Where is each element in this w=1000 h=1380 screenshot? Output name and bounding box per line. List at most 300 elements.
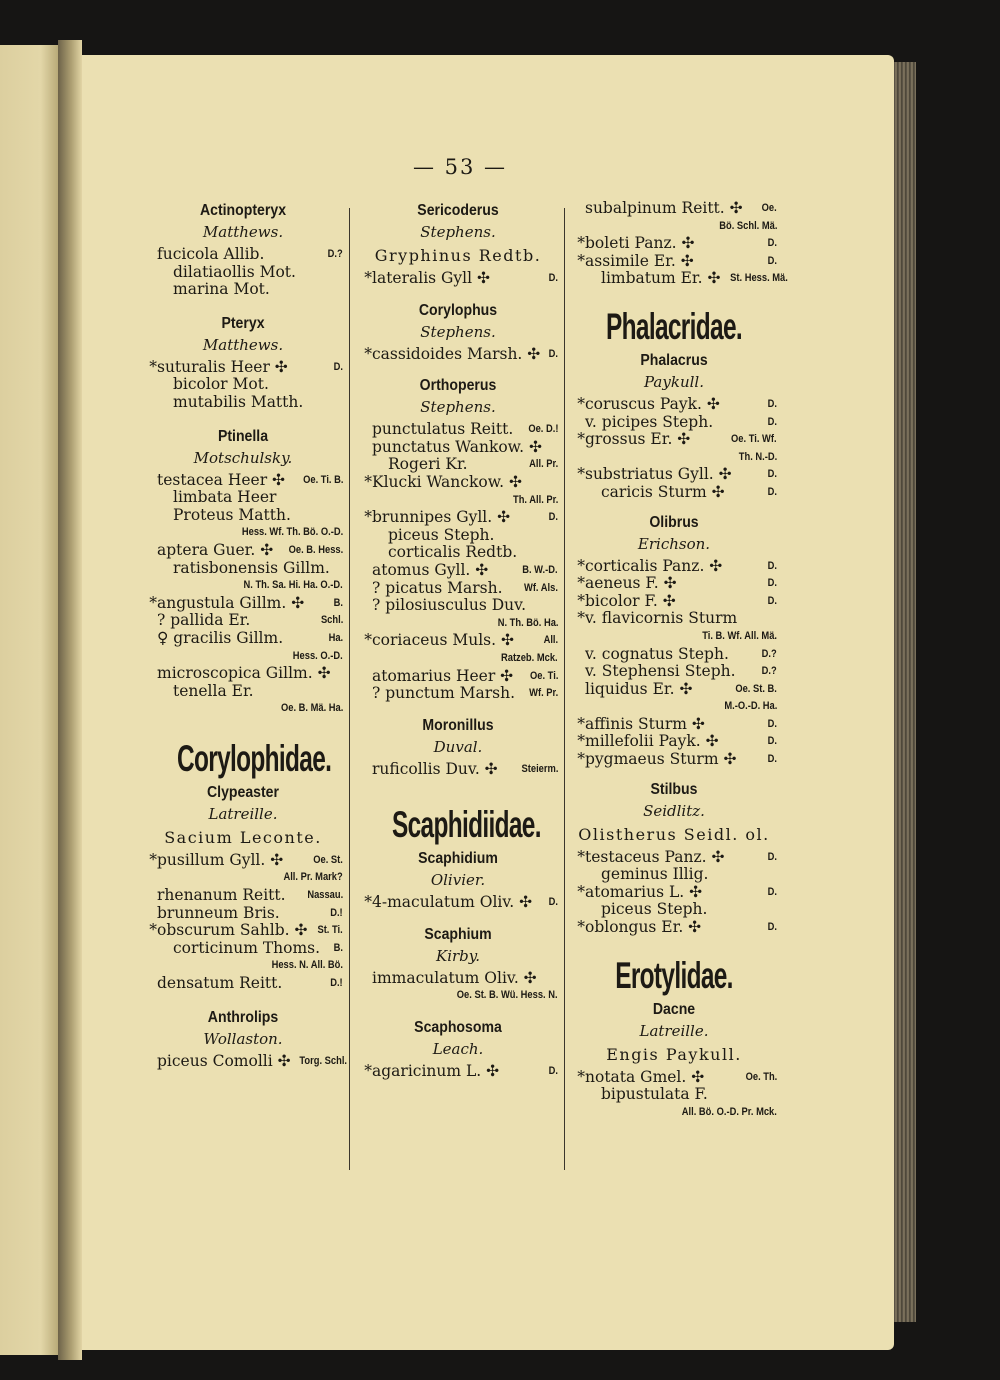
distribution-code: D.? [761, 647, 777, 660]
indigenous-marker [358, 970, 372, 988]
genus-heading: Sericoderus [417, 202, 499, 219]
spacer [571, 288, 777, 304]
indigenous-marker [358, 668, 372, 686]
spacer [143, 993, 343, 1007]
species-name: corticinum Thoms. [173, 938, 321, 957]
indigenous-marker: * [364, 631, 372, 650]
species-entry [143, 489, 343, 507]
species-entry [143, 887, 343, 905]
distribution-code: B. W.-D. [522, 563, 558, 576]
genus-author: Stephens. [420, 223, 496, 241]
distribution-code: All. [543, 634, 558, 647]
genus-author: Stephens. [420, 322, 496, 341]
species-name: ratisbonensis Gillm. [173, 558, 330, 577]
indigenous-marker: * [577, 750, 585, 769]
genus-heading: Moronillus [422, 716, 494, 734]
genus-author: Latreille. [208, 804, 278, 823]
species-name: limbatum Er. ✣ [601, 269, 721, 288]
species-entry [571, 866, 777, 884]
indigenous-marker [358, 456, 372, 474]
indigenous-marker [358, 527, 372, 545]
indigenous-marker [571, 681, 585, 699]
species-name: v. picipes Steph. [585, 412, 714, 431]
species-name: substriatus Gyll. ✣ [585, 465, 732, 484]
spacer [571, 502, 777, 512]
spacer [143, 718, 343, 736]
synonym-line: Engis Paykull. [606, 1044, 742, 1064]
species-name: Rogeri Kr. [388, 455, 468, 474]
genus-heading: Dacne [652, 1000, 696, 1018]
genus-author: Matthews. [202, 223, 284, 241]
indigenous-marker [571, 484, 585, 502]
indigenous-marker [143, 905, 157, 923]
species-entry [143, 246, 343, 264]
indigenous-marker [143, 887, 157, 905]
indigenous-marker: * [364, 269, 372, 287]
genus-author: Stephens. [420, 398, 496, 417]
indigenous-marker [143, 507, 157, 525]
page-number: — 53 — [412, 155, 508, 179]
indigenous-marker [358, 544, 372, 562]
indigenous-marker: * [364, 1062, 372, 1081]
distribution-continuation [571, 698, 777, 716]
family-heading: Scaphidiidae. [392, 804, 541, 846]
species-entry [571, 269, 789, 288]
synonym-line: Gryphinus Redtb. [374, 246, 542, 265]
distribution-code: D. [548, 511, 558, 524]
distribution-code: D. [767, 577, 777, 590]
species-entry [143, 1051, 347, 1071]
indigenous-marker: * [577, 714, 585, 733]
distribution-continuation [143, 869, 343, 887]
species-entry [358, 668, 558, 686]
species-name: subalpinum Reitt. ✣ [585, 199, 743, 217]
indigenous-marker [571, 1086, 585, 1104]
distribution-code: Ti. B. Wf. All. Mä. [702, 629, 777, 642]
indigenous-marker: * [364, 893, 372, 912]
species-name: aptera Guer. ✣ [157, 540, 274, 559]
distribution-code: D. [767, 237, 777, 250]
species-name: bicolor F. ✣ [585, 591, 676, 610]
indigenous-marker: * [577, 732, 585, 751]
genus-heading: Scaphidium [418, 850, 498, 868]
species-name: v. flavicornis Sturm [585, 609, 738, 628]
genus-author: Leach. [432, 1040, 484, 1059]
family-heading: Erotylidae. [615, 954, 733, 996]
genus-author: Duval. [433, 737, 483, 756]
species-entry [571, 253, 777, 271]
species-entry [143, 560, 343, 578]
genus-heading: Ptinella [217, 427, 269, 445]
spacer [358, 703, 558, 715]
genus-author: Olivier. [430, 871, 486, 890]
indigenous-marker: * [577, 574, 585, 593]
distribution-code: St. Hess. Mä. [730, 272, 789, 285]
species-name: immaculatum Oliv. ✣ [372, 968, 537, 987]
species-name: limbata Heer [173, 488, 277, 507]
genus-author: Matthews. [202, 335, 284, 354]
species-entry [143, 281, 343, 299]
indigenous-marker [571, 270, 585, 288]
indigenous-marker: * [364, 344, 372, 363]
distribution-code: All. Pr. [528, 458, 558, 471]
species-entry [358, 761, 558, 779]
species-entry [143, 595, 343, 613]
species-name: atomarius Heer ✣ [372, 666, 514, 685]
genus-author: Motschulsky. [193, 448, 293, 467]
indigenous-marker: * [577, 251, 585, 270]
species-entry [143, 683, 343, 701]
species-entry [358, 439, 558, 457]
species-entry [358, 685, 558, 703]
page-stack-edge [894, 62, 916, 1322]
distribution-code: Wf. Als. [524, 581, 558, 594]
species-name: boleti Panz. ✣ [585, 234, 695, 253]
species-entry [358, 562, 558, 580]
genus-author: Kirby. [435, 946, 481, 965]
indigenous-marker [143, 630, 157, 648]
species-name: atomarius L. ✣ [585, 882, 703, 901]
species-entry [143, 630, 343, 648]
species-entry [143, 376, 343, 394]
distribution-code: D. [767, 468, 777, 481]
genus-heading: Stilbus [650, 780, 698, 798]
family-heading: Corylophidae. [177, 737, 332, 779]
species-name: brunnipes Gyll. ✣ [372, 508, 511, 527]
species-name: brunneum Bris. [157, 903, 280, 922]
indigenous-marker [358, 685, 372, 703]
indigenous-marker [571, 414, 585, 432]
genus-author: Wollaston. [203, 1029, 283, 1048]
species-entry [143, 472, 343, 490]
indigenous-marker [143, 612, 157, 630]
species-name: 4-maculatum Oliv. ✣ [372, 893, 533, 912]
species-name: piceus Steph. [601, 900, 708, 919]
distribution-code: N. Th. Sa. Hi. Ha. O.-D. [243, 579, 343, 592]
genus-heading: Pteryx [221, 314, 265, 332]
indigenous-marker: * [577, 234, 585, 253]
species-entry [571, 431, 777, 449]
species-entry [358, 346, 558, 364]
indigenous-marker: * [577, 918, 585, 937]
genus-author: Seidlitz. [643, 801, 705, 820]
species-name: corticalis Redtb. [388, 543, 518, 562]
indigenous-marker: * [577, 882, 585, 901]
indigenous-marker: * [149, 850, 157, 869]
species-name: dilatiaollis Mot. [173, 262, 296, 281]
spacer [358, 363, 558, 375]
species-name: liquidus Er. ✣ [585, 679, 693, 698]
species-name: assimile Er. ✣ [585, 251, 694, 270]
species-name: ? pilosiusculus Duv. [372, 596, 526, 615]
indigenous-marker [143, 975, 157, 993]
indigenous-marker [358, 597, 372, 615]
species-entry [358, 632, 558, 650]
species-name: fucicola Allib. [157, 245, 265, 263]
species-entry [358, 894, 558, 912]
distribution-continuation [358, 650, 558, 668]
distribution-code: Torg. Schl. [299, 1054, 347, 1067]
indigenous-marker [143, 472, 157, 490]
species-name: bipustulata F. [601, 1085, 708, 1104]
indigenous-marker [358, 580, 372, 598]
distribution-code: Oe. St. [313, 853, 343, 866]
spacer [358, 778, 558, 802]
indigenous-marker: * [149, 593, 157, 612]
species-name: ruficollis Duv. ✣ [372, 759, 498, 778]
distribution-code: Oe. St. B. Wü. Hess. N. [457, 989, 558, 1002]
species-name: ? picatus Marsh. [372, 578, 503, 597]
species-entry [571, 646, 777, 664]
genus-heading: Anthrolips [207, 1008, 279, 1026]
species-name: densatum Reitt. [157, 974, 283, 993]
species-name: punctulatus Reitt. [372, 420, 514, 439]
distribution-code: N. Th. Bö. Ha. [497, 616, 558, 629]
indigenous-marker [571, 866, 585, 884]
distribution-code: Oe. D.! [527, 423, 558, 436]
indigenous-marker: * [577, 591, 585, 610]
genus-author: Latreille. [639, 1021, 709, 1040]
distribution-code: Schl. [320, 614, 343, 627]
family-heading: Phalacridae. [606, 305, 742, 347]
distribution-code: St. Ti. [317, 924, 343, 937]
species-name: marina Mot. [173, 280, 270, 299]
species-entry [358, 580, 558, 598]
species-name: atomus Gyll. ✣ [372, 560, 489, 579]
species-entry [358, 597, 558, 615]
indigenous-marker: * [577, 1067, 585, 1086]
species-entry [571, 1086, 777, 1104]
distribution-continuation [143, 648, 343, 666]
species-entry [571, 884, 777, 902]
species-entry [571, 919, 777, 937]
species-name: piceus Steph. [388, 525, 495, 544]
distribution-code: D.! [330, 977, 343, 990]
indigenous-marker [358, 421, 372, 439]
indigenous-marker [143, 264, 157, 282]
species-name: cassidoides Marsh. ✣ [372, 344, 541, 363]
species-entry [571, 235, 777, 253]
species-entry [143, 665, 343, 683]
distribution-continuation [143, 700, 343, 718]
species-entry [143, 905, 343, 923]
distribution-code: B. [333, 596, 343, 609]
species-name: suturalis Heer ✣ [157, 357, 288, 376]
species-entry [143, 940, 343, 958]
distribution-code: D. [548, 1065, 558, 1078]
column-rule [564, 208, 565, 1170]
distribution-code: Ratzeb. Mck. [501, 651, 558, 664]
distribution-continuation [571, 628, 777, 646]
indigenous-marker [143, 489, 157, 507]
species-name: Klucki Wanckow. ✣ [372, 472, 522, 491]
species-entry [571, 681, 777, 699]
column-1 [143, 200, 347, 1070]
distribution-continuation [571, 1104, 777, 1122]
distribution-code: M.-O.-D. Ha. [724, 700, 777, 713]
species-entry [571, 558, 777, 576]
species-entry [358, 474, 558, 492]
species-entry [571, 414, 777, 432]
distribution-code: D. [767, 921, 777, 934]
species-entry [358, 970, 558, 988]
species-name: millefolii Payk. ✣ [585, 732, 719, 751]
distribution-code: Th. N.-D. [738, 450, 777, 463]
synonym-line: Olistherus Seidl. ol. [578, 824, 770, 844]
species-name: affinis Sturm ✣ [585, 714, 705, 733]
distribution-code: D. [767, 717, 777, 730]
distribution-code: Oe. B. Hess. [288, 543, 343, 556]
genus-author: Paykull. [644, 372, 704, 391]
indigenous-marker [571, 663, 585, 681]
indigenous-marker [143, 394, 157, 412]
genus-heading: Clypeaster [206, 783, 279, 801]
distribution-code: Oe. Ti. B. [302, 473, 343, 486]
species-name: angustula Gillm. ✣ [157, 593, 305, 612]
indigenous-marker [358, 761, 372, 779]
species-entry [143, 394, 343, 412]
distribution-code: Oe. Ti. Wf. [731, 433, 777, 446]
distribution-code: D. [548, 272, 558, 284]
species-name: coruscus Payk. ✣ [585, 394, 720, 413]
spacer [358, 1005, 558, 1017]
species-name: obscurum Sahlb. ✣ [157, 921, 308, 940]
species-entry [571, 733, 777, 751]
indigenous-marker [143, 665, 157, 683]
distribution-code: D. [767, 559, 777, 572]
distribution-code: Oe. [761, 202, 777, 214]
species-name: mutabilis Matth. [173, 392, 304, 411]
column-2 [358, 200, 558, 1081]
indigenous-marker: * [364, 472, 372, 491]
species-entry [143, 507, 343, 525]
indigenous-marker [358, 562, 372, 580]
distribution-code: Hess. N. All. Bö. [271, 959, 343, 972]
column-3 [571, 199, 789, 1121]
species-name: v. cognatus Steph. [585, 644, 729, 663]
species-name: agaricinum L. ✣ [372, 1062, 500, 1081]
distribution-continuation [143, 524, 343, 542]
species-name: rhenanum Reitt. [157, 886, 286, 905]
species-name: geminus Illig. [601, 865, 709, 884]
species-name: lateralis Gyll ✣ [372, 269, 491, 287]
indigenous-marker [143, 560, 157, 578]
species-name: oblongus Er. ✣ [585, 918, 702, 937]
species-name: microscopica Gillm. ✣ [157, 664, 331, 683]
indigenous-marker [143, 940, 157, 958]
distribution-continuation [143, 957, 343, 975]
species-entry [143, 264, 343, 282]
genus-heading: Orthoperus [419, 377, 497, 395]
indigenous-marker [143, 376, 157, 394]
distribution-code: D. [767, 735, 777, 748]
species-entry [358, 509, 558, 527]
distribution-continuation [358, 987, 558, 1005]
indigenous-marker [571, 200, 585, 218]
species-entry [571, 396, 777, 414]
distribution-code: Oe. St. B. [735, 682, 777, 695]
species-entry [571, 751, 777, 769]
species-entry [358, 544, 558, 562]
distribution-code: D. [548, 347, 558, 360]
species-entry [143, 922, 343, 940]
spacer [143, 299, 343, 313]
species-entry [358, 421, 558, 439]
genus-heading: Corylophus [418, 301, 498, 319]
species-name: aeneus F. ✣ [585, 574, 677, 593]
distribution-code: D. [767, 254, 777, 267]
distribution-code: D. [767, 753, 777, 766]
indigenous-marker [571, 901, 585, 919]
species-entry [358, 456, 558, 474]
species-entry [571, 466, 777, 484]
genus-heading: Olibrus [649, 513, 699, 531]
distribution-code: Ha. [328, 631, 343, 644]
species-entry [571, 200, 777, 218]
species-name: ? pallida Er. [157, 611, 251, 630]
indigenous-marker: * [577, 847, 585, 866]
spacer [143, 412, 343, 426]
distribution-continuation [358, 492, 558, 510]
genus-heading: Scaphosoma [414, 1019, 502, 1037]
indigenous-marker: * [149, 357, 157, 376]
species-name: testacea Heer ✣ [157, 470, 286, 489]
species-entry [571, 1069, 777, 1087]
column-rule [349, 208, 350, 1170]
distribution-code: D.? [327, 248, 343, 260]
species-name: ♀ gracilis Gillm. [157, 628, 284, 647]
spacer [358, 288, 558, 300]
species-entry [571, 610, 777, 628]
distribution-code: Hess. O.-D. [293, 649, 343, 662]
indigenous-marker [358, 439, 372, 457]
distribution-code: Oe. B. Mä. Ha. [280, 702, 343, 715]
species-name: tenella Er. [173, 681, 254, 700]
distribution-code: D. [767, 415, 777, 428]
spacer [571, 937, 777, 953]
indigenous-marker [143, 246, 157, 264]
book-gutter [58, 40, 82, 1360]
distribution-code: Bö. Schl. Mä. [718, 219, 777, 232]
distribution-code: D. [333, 360, 343, 373]
species-name: punctatus Wankow. ✣ [372, 437, 542, 456]
species-entry [571, 593, 777, 611]
genus-author: Erichson. [637, 534, 711, 553]
distribution-code: D.! [330, 906, 343, 919]
distribution-code: D. [767, 397, 777, 410]
species-name: Proteus Matth. [173, 505, 291, 524]
distribution-code: D.? [761, 665, 777, 678]
species-entry [358, 1063, 558, 1081]
genus-heading: Scaphium [424, 925, 492, 943]
spacer [358, 912, 558, 924]
left-page-edge [0, 45, 58, 1355]
distribution-code: B. [333, 941, 343, 954]
species-entry [143, 542, 343, 560]
species-name: notata Gmel. ✣ [585, 1067, 705, 1086]
distribution-continuation [571, 449, 777, 467]
species-entry [143, 359, 343, 377]
species-entry [571, 849, 777, 867]
distribution-code: Nassau. [307, 889, 343, 902]
species-name: pygmaeus Sturm ✣ [585, 750, 737, 769]
species-name: piceus Comolli ✣ [157, 1051, 291, 1070]
distribution-code: All. Pr. Mark? [283, 871, 343, 884]
distribution-continuation [571, 218, 777, 236]
indigenous-marker: * [149, 921, 157, 940]
distribution-code: D. [548, 896, 558, 909]
species-name: caricis Sturm ✣ [601, 482, 725, 501]
